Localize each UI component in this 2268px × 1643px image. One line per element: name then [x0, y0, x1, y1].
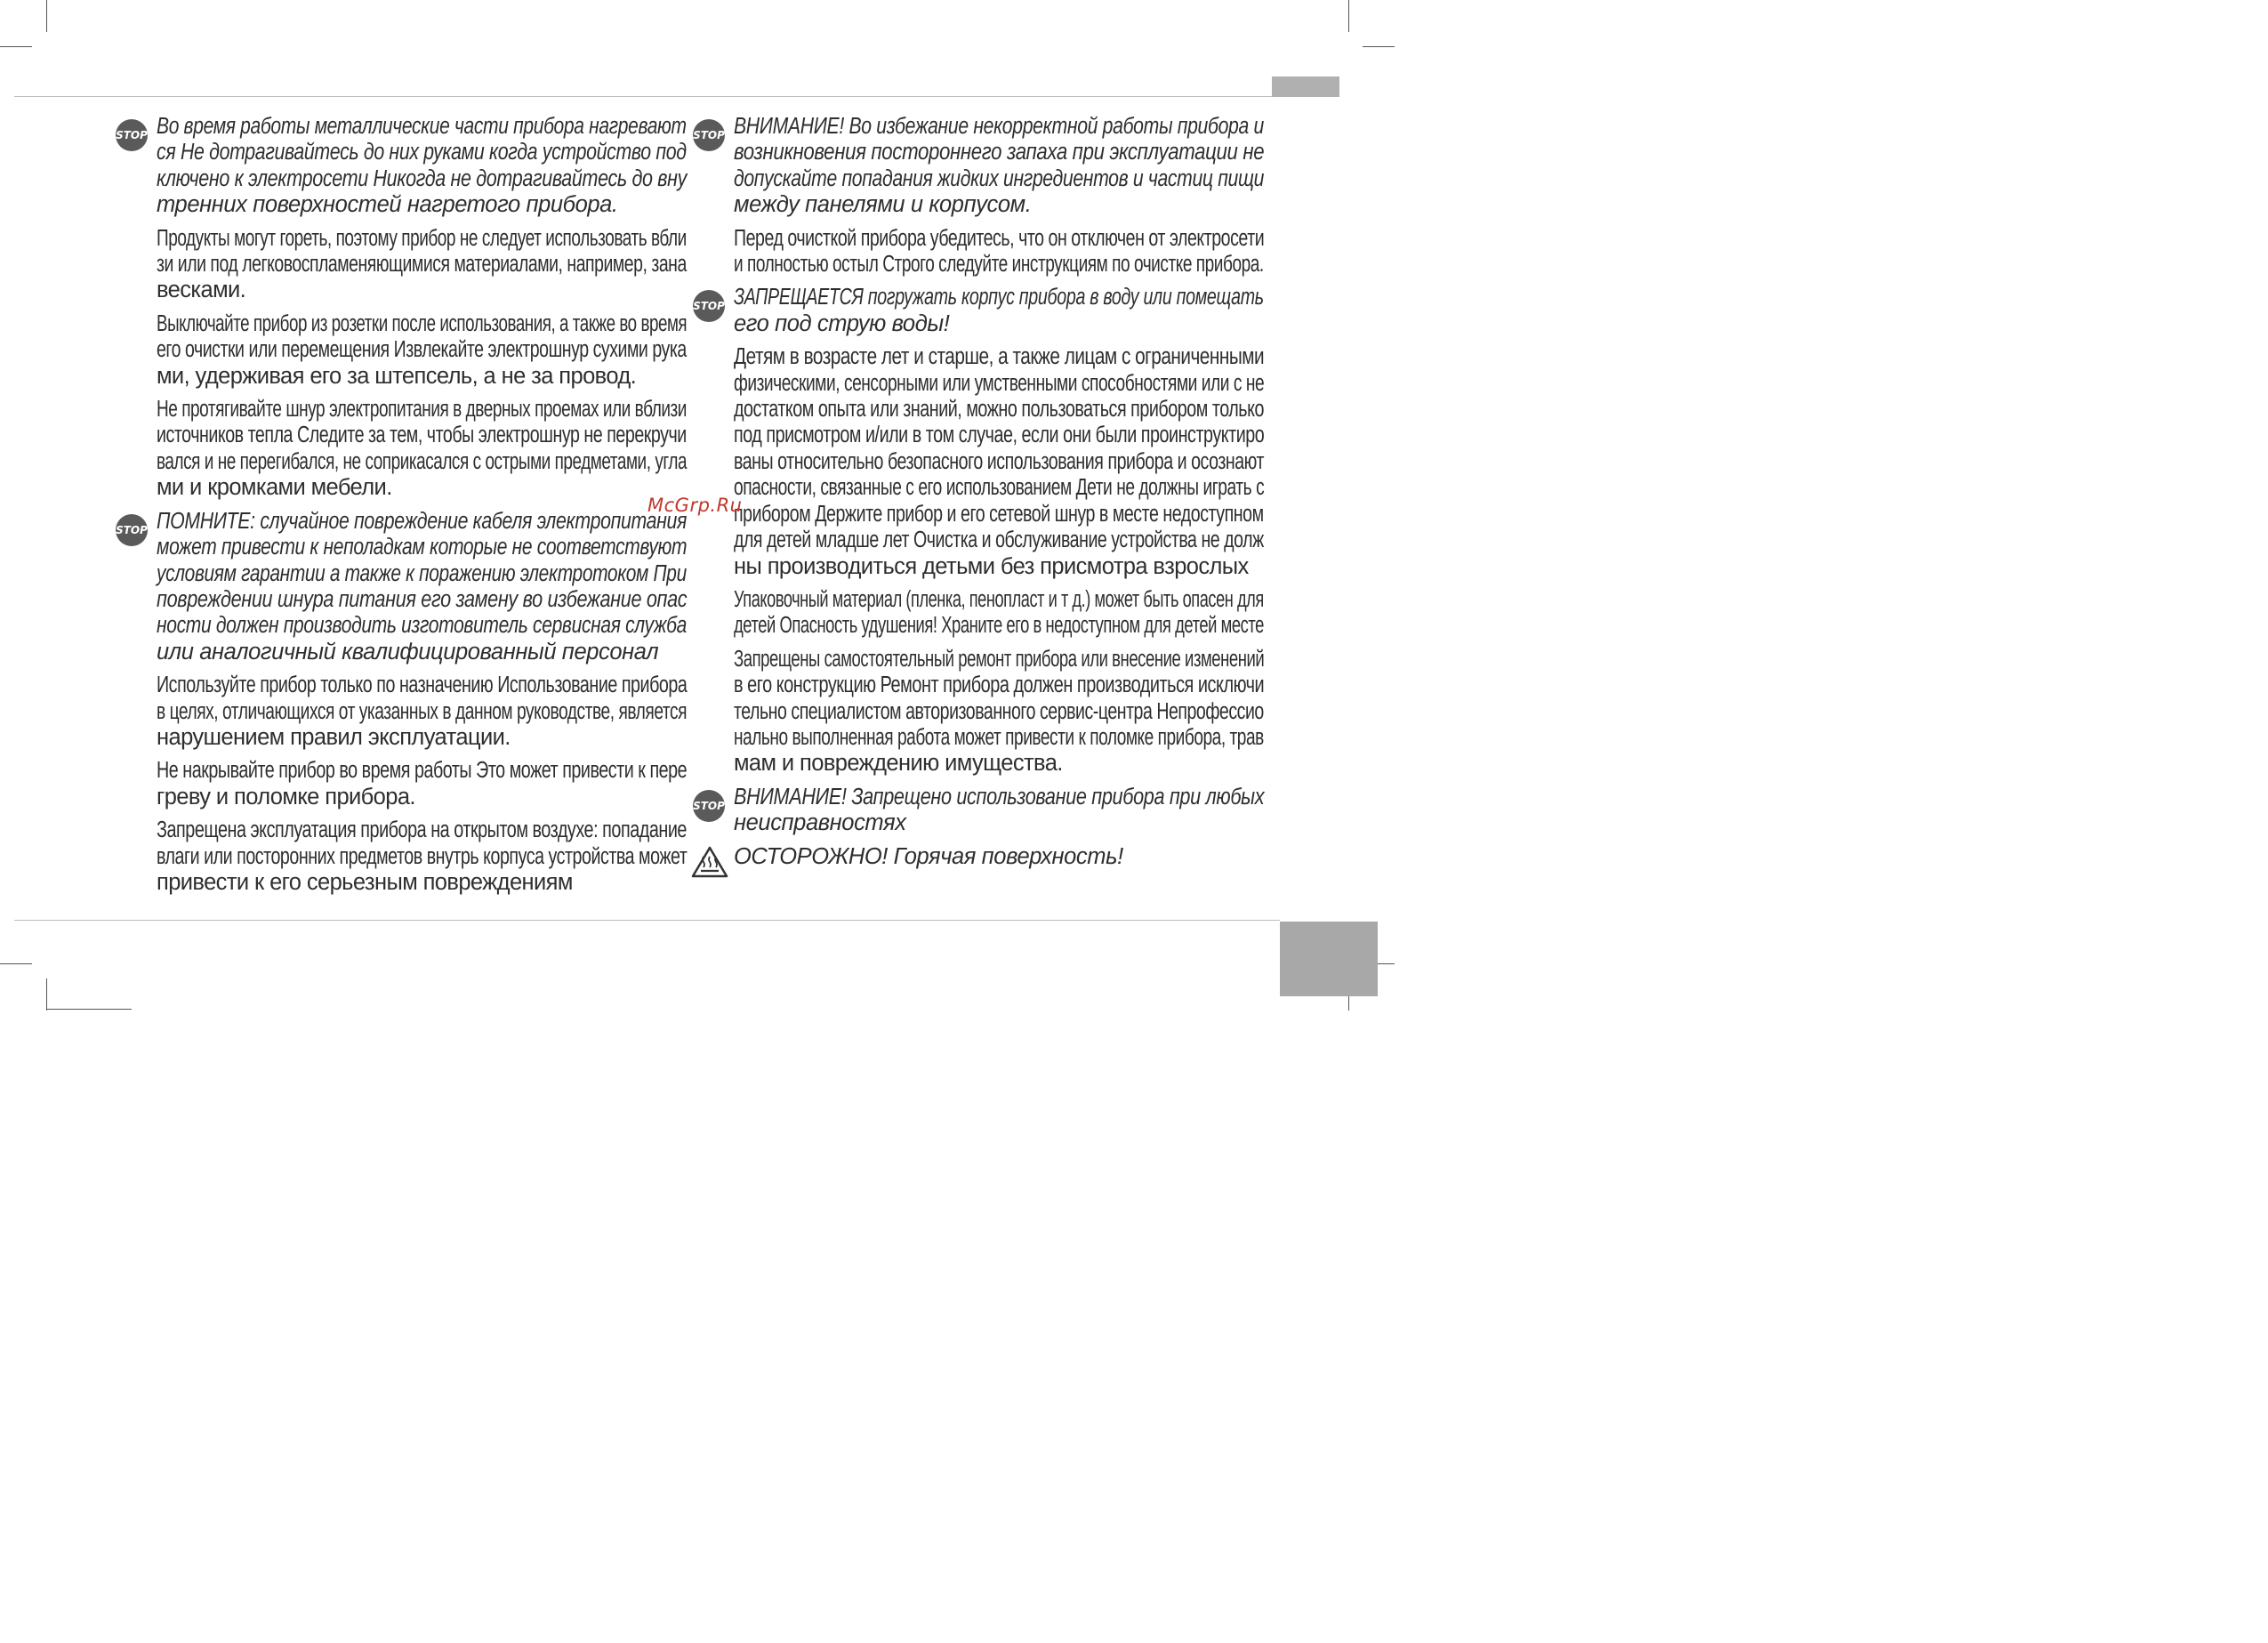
text-line: ваны относительно безопасного использования прибора и осознают	[734, 448, 1265, 474]
text-line: ми, удерживая его за штепсель, а не за провод.	[157, 363, 637, 389]
text-paragraph	[734, 226, 1264, 278]
text-line: ОСТОРОЖНО! Горячая поверхность!	[734, 843, 1123, 869]
stop-icon: STOP	[693, 790, 725, 822]
text-paragraph	[157, 817, 687, 896]
text-line: для детей младше лет Очистка и обслуживание устройства не долж	[734, 528, 1264, 553]
text-line: влаги или посторонних предметов внутрь корпуса устройства может	[157, 843, 688, 869]
text-line: под присмотром и/или в том случае, если они были проинструктиро	[734, 423, 1265, 448]
crop-mark	[0, 46, 32, 47]
text-paragraph	[157, 673, 687, 751]
text-line: нарушением правил эксплуатации.	[157, 724, 511, 750]
text-paragraph	[157, 397, 687, 502]
warning-paragraph	[734, 844, 1264, 870]
warning-paragraph	[693, 784, 1265, 837]
crop-mark	[1363, 46, 1395, 47]
warning-paragraph	[693, 285, 1264, 337]
text-line: ся Не дотрагивайтесь до них руками когда устройство под	[157, 140, 687, 165]
text-line: привести к его серьезным повреждениям	[157, 869, 573, 895]
text-line: в его конструкцию Ремонт прибора должен производиться исключи	[734, 673, 1265, 698]
text-line: и полностью остыл Строго следуйте инструкциям по очистке прибора.	[734, 252, 1264, 278]
text-line: прибором Держите прибор и его сетевой шнур в месте недоступном	[734, 501, 1264, 527]
text-line: физическими, сенсорными или умственными способностями или с не	[734, 370, 1265, 396]
text-line: или аналогичный квалифицированный персонал	[157, 639, 659, 664]
text-line: Запрещена эксплуатация прибора на открытом воздухе: попадание	[157, 817, 687, 843]
text-line: достатком опыта или знаний, можно пользоваться прибором только	[734, 397, 1264, 423]
text-line: ми и кромками мебели.	[157, 475, 392, 501]
manual-page	[0, 0, 1395, 1011]
warning-paragraph	[116, 114, 688, 219]
text-line: ВНИМАНИЕ! Запрещено использование прибора при любых	[734, 784, 1265, 809]
stop-icon: STOP	[116, 514, 148, 546]
text-line: нально выполненная работа может привести к поломке прибора, трав	[734, 724, 1264, 750]
text-line: его очистки или перемещения Извлекайте электрошнур сухими рука	[157, 337, 687, 363]
warning-paragraph	[116, 508, 688, 665]
page-number-tab	[1280, 922, 1378, 996]
text-line: весками.	[157, 278, 246, 303]
text-line: тельно специалистом авторизованного сервис-центра Непрофессио	[734, 698, 1264, 724]
text-line: Во время работы металлические части прибора нагревают	[157, 114, 687, 139]
text-line: Не протягивайте шнур электропитания в дверных проемах или вблизи	[157, 397, 687, 423]
text-line: вался и не перегибался, не соприкасался с острыми предметами, угла	[157, 448, 688, 474]
left-column	[116, 114, 688, 903]
crop-mark	[46, 1009, 132, 1010]
text-line: мам и повреждению имущества.	[734, 751, 1063, 777]
text-line: Детям в возрасте лет и старше, а также лицам с ограниченными	[734, 344, 1265, 370]
text-line: может привести к неполадкам которые не соответствуют	[157, 535, 688, 560]
text-line: Выключайте прибор из розетки после использования, а также во время	[157, 310, 688, 336]
text-line: ны производиться детьми без присмотра взрослых	[734, 553, 1249, 579]
text-line: ВНИМАНИЕ! Во избежание некорректной работы прибора и	[734, 114, 1264, 139]
crop-mark	[1348, 0, 1349, 32]
crop-mark	[0, 963, 32, 964]
text-line: ключено к электросети Никогда не дотрагивайтесь до вну	[157, 165, 688, 191]
text-line: условиям гарантии а также к поражению электротоком При	[157, 560, 687, 586]
text-line: допускайте попадания жидких ингредиентов и частиц пищи	[734, 165, 1265, 191]
text-paragraph	[157, 226, 687, 304]
crop-mark	[46, 979, 47, 1011]
text-line: неисправностях	[734, 810, 906, 836]
text-line: Не накрывайте прибор во время работы Это может привести к пере	[157, 758, 688, 784]
text-line: Используйте прибор только по назначению Использование прибора	[157, 673, 688, 698]
text-paragraph	[734, 647, 1264, 777]
text-line: ЗАПРЕЩАЕТСЯ погружать корпус прибора в воду или помещать	[734, 285, 1264, 310]
warning-paragraph	[693, 114, 1265, 219]
text-line: возникновения постороннего запаха при эксплуатации не	[734, 140, 1265, 165]
text-line: ПОМНИТЕ: случайное повреждение кабеля электропитания	[157, 508, 688, 534]
text-line: опасности, связанные с его использованием Дети не должны играть с	[734, 475, 1265, 501]
stop-icon: STOP	[116, 119, 148, 151]
hot-surface-icon	[691, 846, 728, 878]
text-paragraph	[157, 311, 687, 390]
text-paragraph	[157, 758, 687, 810]
text-line: в целях, отличающихся от указанных в данном руководстве, является	[157, 698, 688, 724]
crop-mark	[46, 0, 47, 32]
page-tab-top	[1272, 77, 1339, 97]
text-line: между панелями и корпусом.	[734, 192, 1032, 218]
text-paragraph	[734, 344, 1264, 580]
text-line: ности должен производить изготовитель сервисная служба	[157, 613, 688, 639]
text-line: повреждении шнура питания его замену во избежание опас	[157, 586, 688, 612]
header-rule	[14, 96, 1338, 97]
text-line: источников тепла Следите за тем, чтобы электрошнур не перекручи	[157, 423, 687, 448]
text-line: греву и поломке прибора.	[157, 784, 415, 809]
watermark: McGrp.Ru	[647, 495, 743, 516]
text-line: тренних поверхностей нагретого прибора.	[157, 192, 618, 218]
text-line: детей Опасность удушения! Храните его в недоступном для детей месте	[734, 613, 1264, 639]
text-line: Упаковочный материал (пленка, пенопласт и т д.) может быть опасен для	[734, 586, 1264, 612]
stop-icon: STOP	[693, 290, 725, 322]
stop-icon: STOP	[693, 119, 725, 151]
text-line: его под струю воды!	[734, 310, 950, 336]
text-line: Запрещены самостоятельный ремонт прибора или внесение изменений	[734, 646, 1265, 672]
text-line: Перед очисткой прибора убедитесь, что он отключен от электросети	[734, 225, 1265, 251]
footer-rule	[14, 920, 1280, 921]
text-line: Продукты могут гореть, поэтому прибор не следует использовать вбли	[157, 225, 687, 251]
text-line: зи или под легковоспламеняющимися материалами, например, зана	[157, 252, 687, 278]
text-paragraph	[734, 587, 1264, 640]
